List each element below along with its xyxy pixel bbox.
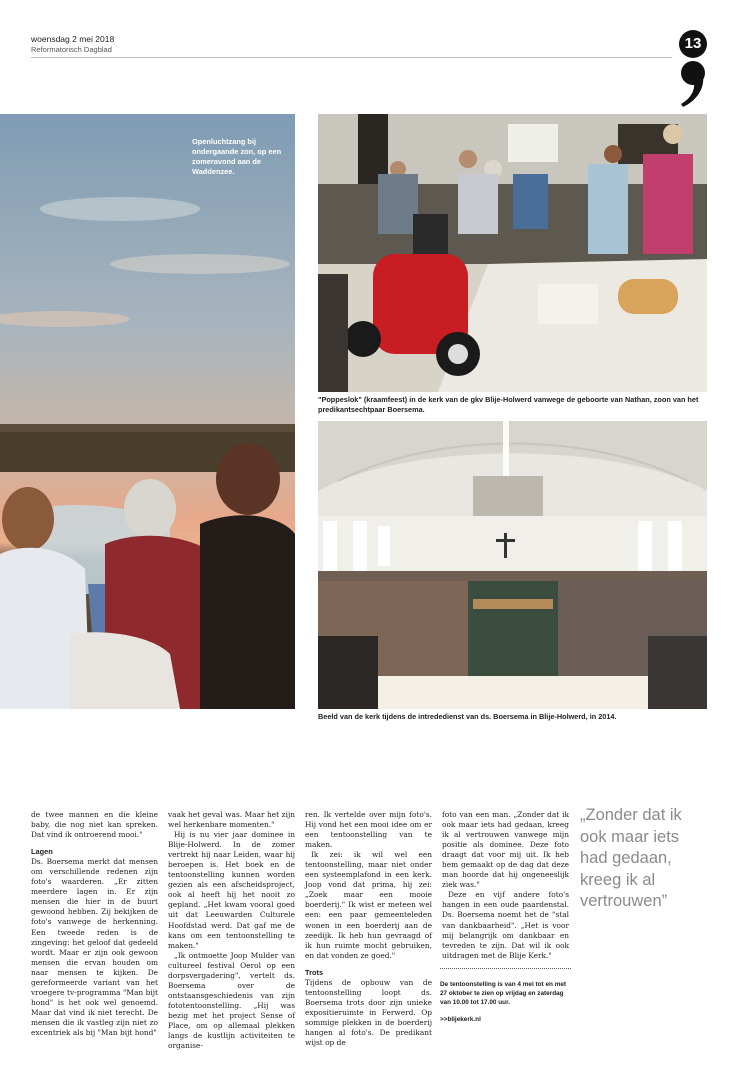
paragraph: Hij is nu vier jaar dominee in Blije-Holwerd. In de zomer vertrekt hij naar Leiden, waar hij beroepen is. Het boek en de tentoonstelling kunnen worden gezien als een afscheidsproject, ook al heeft hij het nooit zo gepland. „Het kwam vooral goed uit dat Leeuwarden Culturele Hoofdstad werd. Dat gaf me de kans om een tentoonstelling te maken."	[168, 830, 295, 950]
subheading-trots: Trots	[305, 967, 324, 977]
subheading-lagen: Lagen	[31, 847, 53, 857]
page-number-badge: 13	[679, 30, 707, 58]
church-interior-caption: Beeld van de kerk tijdens de intrededienst van ds. Boersema in Blije-Holwerd, in 2014.	[318, 712, 617, 721]
paragraph: Ik zei: ik wil wel een tentoonstelling, maar niet onder een systeemplafond in een kerk. Joop vond dat prima, hij zei: „Zoek maar een mooie boerderij." Ik wist er meteen wel een: een paar gemeenteleden wonen in een boerderij aan de zeedijk. Ik heb hun gevraagd of ik hun ruimte mocht gebruiken, en dat vonden ze goed."	[305, 850, 432, 960]
kraamfeest-photo	[318, 114, 707, 392]
article-column-1	[31, 810, 158, 1038]
sunset-photo-caption: Openluchtzang bij ondergaande zon, op een zomeravond aan de Waddenzee.	[192, 137, 282, 176]
kraamfeest-caption: "Poppeslok" (kraamfeest) in de kerk van de gkv Blije-Holwerd vanwege de geboorte van Nathan, zoon van het predikantsechtpaar Boersema.	[318, 395, 699, 414]
church-interior-photo	[318, 421, 707, 709]
pull-quote: „Zonder dat ik ook maar iets had gedaan, kreeg ik al vertrouwen”	[580, 806, 682, 910]
sunset-singing-photo	[0, 114, 295, 709]
newspaper-name: Reformatorisch Dagblad	[31, 45, 112, 54]
paragraph: foto van een man. „Zonder dat ik ook maar iets had gedaan, kreeg ik al vertrouwen vanwege mijn positie als dominee. Deze foto draagt dat voor mij uit. Ik heb hem gemaakt op de dag dat deze man hoorde dat hij ongeneeslijk ziek was."	[442, 810, 569, 890]
paragraph: ren. Ik vertelde over mijn foto's. Hij vond het een mooi idee om er een tentoonstelling van te maken.	[305, 810, 432, 850]
info-divider	[440, 968, 571, 969]
article-column-3	[305, 810, 432, 1048]
comma-logo-icon	[678, 59, 708, 109]
paragraph: de twee mannen en die kleine baby, die nog niet kan spreken. Dat vind ik ontroerend mooi."	[31, 810, 158, 840]
paragraph: Deze en vijf andere foto's hangen in een oude paardenstal. Ds. Boersema noemt het de "stal van dankbaarheid". „Het is voor mij belangrijk om dankbaar en tevreden te zijn. Dat wil ik ook uitdragen met de Blije Kerk."	[442, 890, 569, 960]
paragraph: Tijdens de opbouw van de tentoonstelling loopt ds. Boersema trots door zijn unieke expositieruimte in Ferwerd. Op sommige plekken in de boerderij hangen al foto's. De predikant wijst op de	[305, 977, 432, 1048]
website-link[interactable]: >>blijekerk.nl	[440, 1016, 481, 1023]
paragraph: „Ik ontmoette Joop Mulder van cultureel festival Oerol op een dorpsvergadering", vertelt ds. Boersema over de ontstaansgeschiedenis van zijn fototentoonstelling. „Hij was bezig met het project Sense of Place, om op allemaal plekken langs de kustlijn activiteiten te organise-	[168, 950, 295, 1051]
article-column-2	[168, 810, 295, 1051]
exhibition-info: De tentoonstelling is van 4 mei tot en met 27 oktober te zien op vrijdag en zaterdag van 10.00 tot 17.00 uur.	[440, 981, 567, 1006]
header-divider	[31, 57, 672, 58]
article-column-4	[442, 810, 569, 961]
paragraph: vaak het geval was. Maar het zijn wel herkenbare momenten."	[168, 810, 295, 830]
paragraph: Ds. Boersema merkt dat mensen om verschillende redenen zijn foto's waarderen. „Er zitten meerdere lagen in. Er zijn mensen die hier in de buurt gewoond hebben. Zij bekijken de foto's vanwege de herkenning. Een tweede reden is de zingeving: het geloof dat gedeeld wordt. Maar er zijn ook gewoon mensen die ervan houden om naar mensen te kijken. De gereformeerde variant van het vroegere tv-programma "Man bijt hond" is het ook wel genoemd. Maar dat vind ik niet terecht. De mensen die ik vastleg zijn niet zo excentriek als bij "Man bijt hond"	[31, 857, 158, 1037]
issue-date: woensdag 2 mei 2018	[31, 34, 115, 44]
